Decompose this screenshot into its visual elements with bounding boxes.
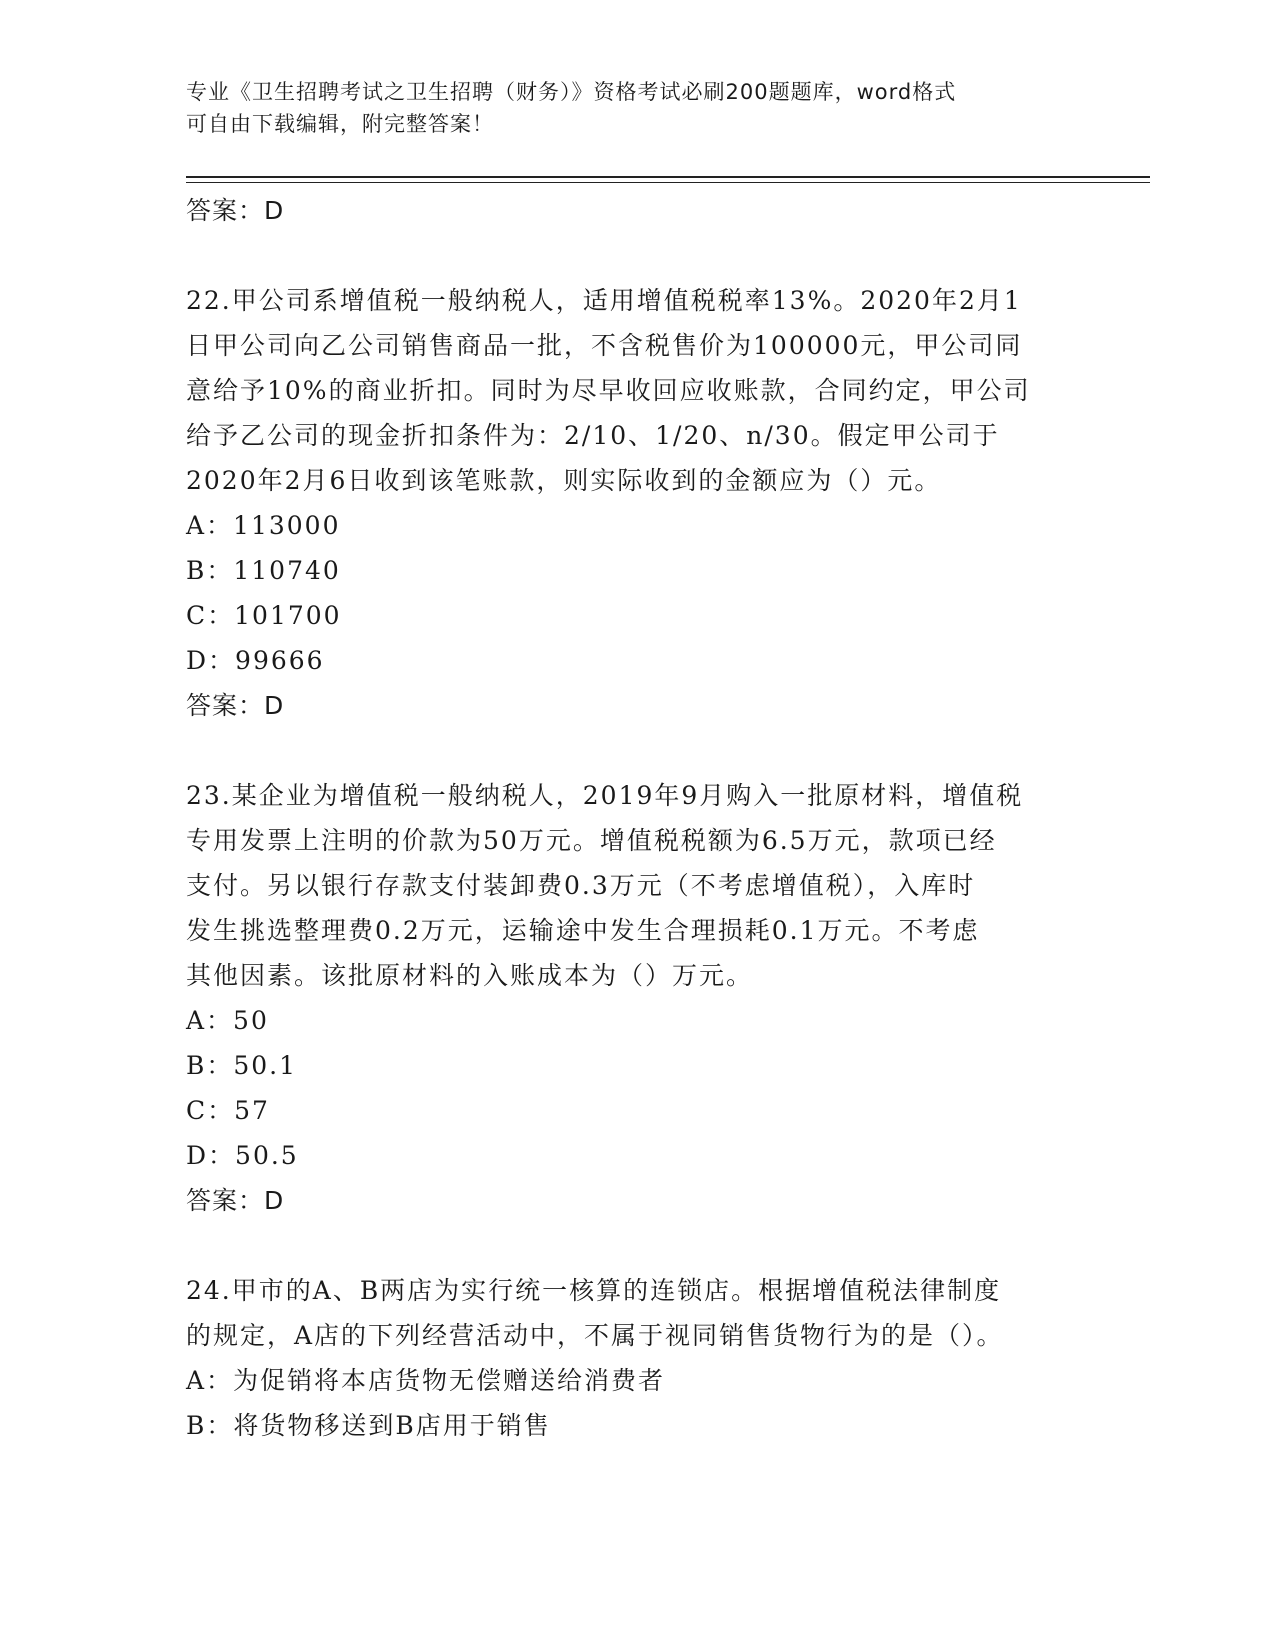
question-23-line: 其他因素。该批原材料的入账成本为（）万元。: [186, 961, 754, 990]
question-24-line: 的规定，A店的下列经营活动中，不属于视同销售货物行为的是（）。: [186, 1321, 1004, 1350]
header-divider-thin: [186, 182, 1150, 183]
previous-answer: 答案：D: [186, 196, 285, 225]
question-23-option-d: D：50.5: [186, 1141, 299, 1170]
question-24-option-b: B：将货物移送到B店用于销售: [186, 1411, 551, 1440]
question-22-line: 2020年2月6日收到该笔账款，则实际收到的金额应为（）元。: [186, 466, 942, 495]
question-22-line: 给予乙公司的现金折扣条件为：2/10、1/20、n/30。假定甲公司于: [186, 421, 1000, 450]
question-23-answer: 答案：D: [186, 1186, 285, 1215]
question-23-option-b: B：50.1: [186, 1051, 298, 1080]
question-22-option-d: D：99666: [186, 646, 325, 675]
document-header: [186, 76, 1086, 140]
question-23-line: 发生挑选整理费0.2万元，运输途中发生合理损耗0.1万元。不考虑: [186, 916, 980, 945]
question-23-option-c: C：57: [186, 1096, 270, 1125]
question-23-option-a: A：50: [186, 1006, 269, 1035]
question-24: [186, 1268, 1086, 1448]
question-23-line: 23.某企业为增值税一般纳税人，2019年9月购入一批原材料，增值税: [186, 781, 1024, 810]
question-22-option-a: A：113000: [186, 511, 341, 540]
question-22-option-b: B：110740: [186, 556, 341, 585]
question-24-option-a: A：为促销将本店货物无偿赠送给消费者: [186, 1366, 666, 1395]
question-23: [186, 773, 1086, 1223]
question-22-option-c: C：101700: [186, 601, 342, 630]
header-divider-thick: [186, 176, 1150, 178]
question-content: [186, 188, 1086, 1448]
question-22-line: 22.甲公司系增值税一般纳税人，适用增值税税率13%。2020年2月1: [186, 286, 1022, 315]
question-22: [186, 278, 1086, 728]
header-line-2: 可自由下载编辑，附完整答案！: [186, 112, 494, 136]
question-22-line: 日甲公司向乙公司销售商品一批，不含税售价为100000元，甲公司同: [186, 331, 1023, 360]
header-line-1: 专业《卫生招聘考试之卫生招聘（财务）》资格考试必刷200题题库，word格式: [186, 80, 957, 104]
question-23-line: 支付。另以银行存款支付装卸费0.3万元（不考虑增值税），入库时: [186, 871, 976, 900]
question-23-line: 专用发票上注明的价款为50万元。增值税税额为6.5万元，款项已经: [186, 826, 997, 855]
question-22-answer: 答案：D: [186, 691, 285, 720]
question-22-line: 意给予10%的商业折扣。同时为尽早收回应收账款，合同约定，甲公司: [186, 376, 1031, 405]
question-24-line: 24.甲市的A、B两店为实行统一核算的连锁店。根据增值税法律制度: [186, 1276, 1002, 1305]
